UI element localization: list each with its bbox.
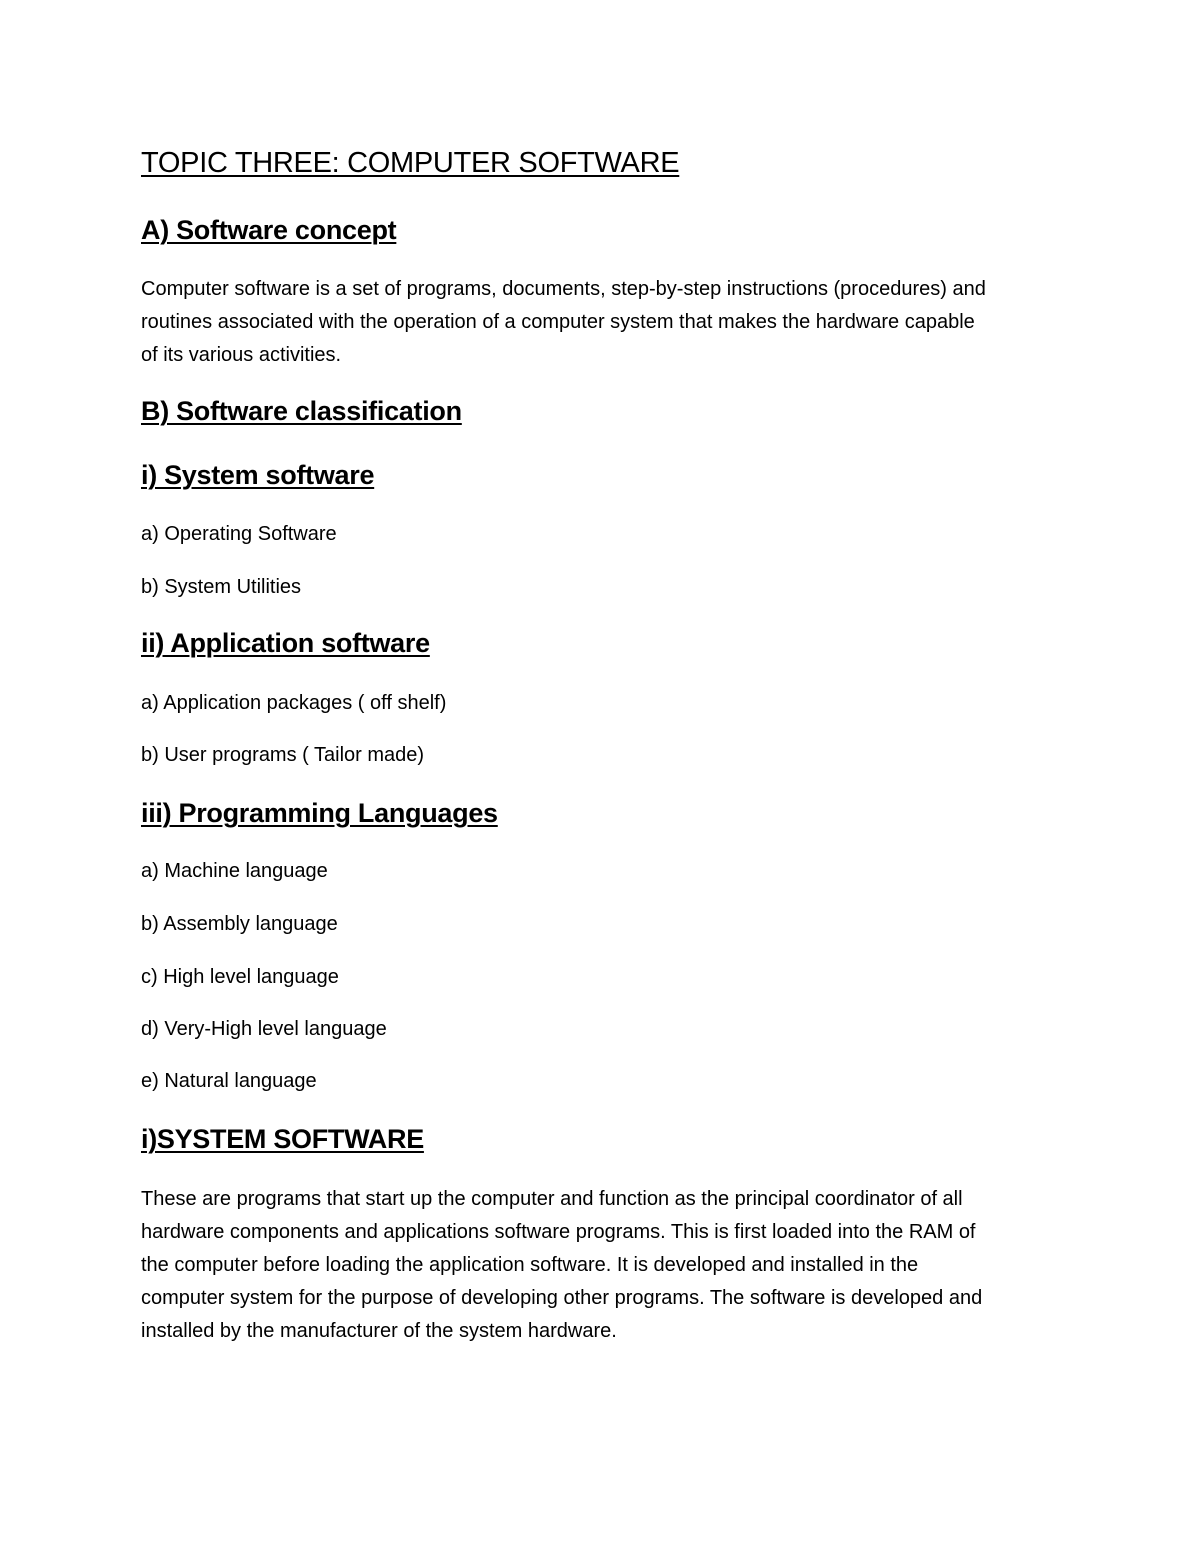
paragraph-line: of its various activities. [141, 344, 342, 366]
paragraph-line: hardware components and applications software programs. This is first loaded into the RAM of [141, 1221, 976, 1243]
list-item: b) Assembly language [141, 913, 338, 935]
list-item: e) Natural language [141, 1070, 317, 1092]
paragraph-line: Computer software is a set of programs, documents, step-by-step instructions (procedures) and [141, 278, 986, 300]
list-item: a) Application packages ( off shelf) [141, 692, 447, 714]
heading-application-software: ii) Application software [141, 628, 430, 658]
list-item: b) User programs ( Tailor made) [141, 744, 425, 766]
heading-system-software: i) System software [141, 460, 375, 490]
paragraph-line: These are programs that start up the computer and function as the principal coordinator of all [141, 1188, 963, 1210]
heading-software-concept: A) Software concept [141, 215, 397, 245]
paragraph-line: installed by the manufacturer of the system hardware. [141, 1320, 617, 1342]
document-title: TOPIC THREE: COMPUTER SOFTWARE [141, 147, 680, 179]
heading-system-software-detail: i)SYSTEM SOFTWARE [141, 1124, 424, 1154]
paragraph-line: routines associated with the operation of a computer system that makes the hardware capable [141, 311, 975, 333]
paragraph-line: the computer before loading the application software. It is developed and installed in the [141, 1254, 919, 1276]
paragraph-line: computer system for the purpose of developing other programs. The software is developed and [141, 1287, 983, 1309]
paragraph-software-concept [141, 273, 1061, 372]
paragraph-system-software [141, 1183, 1061, 1348]
heading-programming-languages: iii) Programming Languages [141, 798, 498, 828]
list-item: c) High level language [141, 966, 339, 988]
list-item: b) System Utilities [141, 576, 302, 598]
list-item: a) Operating Software [141, 523, 337, 545]
list-item: a) Machine language [141, 860, 328, 882]
heading-software-classification: B) Software classification [141, 396, 462, 426]
list-item: d) Very-High level language [141, 1018, 387, 1040]
